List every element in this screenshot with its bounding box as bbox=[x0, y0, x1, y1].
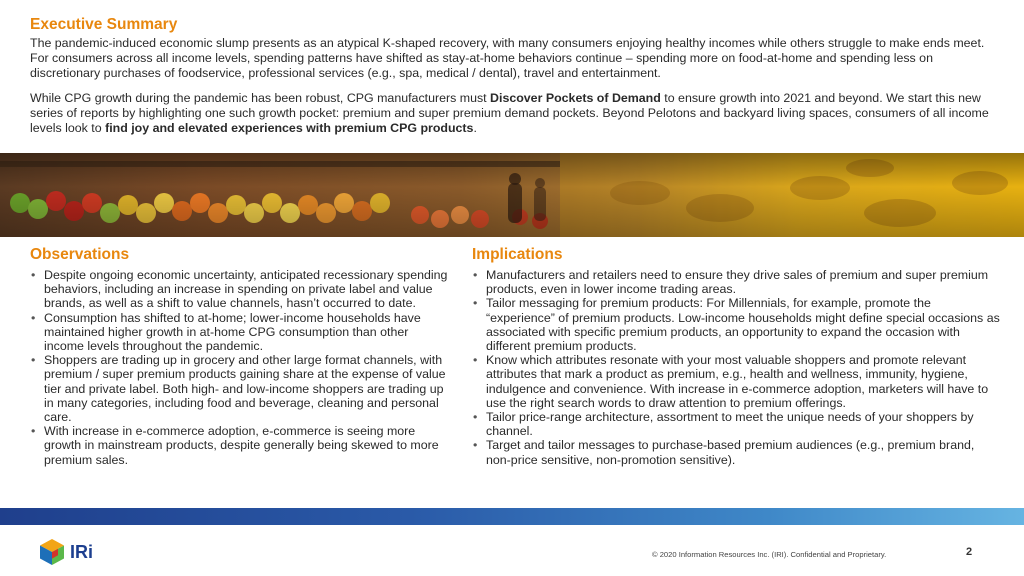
p2-bold-a: Discover Pockets of Demand bbox=[490, 91, 661, 105]
executive-summary-title: Executive Summary bbox=[30, 16, 178, 33]
implications-section bbox=[472, 246, 1002, 467]
iri-logo bbox=[38, 538, 93, 566]
p2-text-b: to ensure growth into 2021 and beyond. We start this new series of reports by highlighting one such growth pocket: premium and super premium demand pockets. Beyond Pelotons and backyard living spaces, consumers of all income levels look to bbox=[30, 91, 989, 135]
page-number: 2 bbox=[966, 546, 973, 558]
banner-shade bbox=[0, 153, 1024, 237]
iri-logo-text: IRi bbox=[70, 541, 94, 562]
iri-cube-icon bbox=[38, 538, 66, 566]
observations-list bbox=[30, 268, 450, 467]
list-item: • Manufacturers and retailers need to ensure they drive sales of premium and super premium products, even in lower income trading areas. bbox=[472, 268, 1002, 296]
executive-summary bbox=[30, 16, 1000, 136]
p2-bold-b: find joy and elevated experiences with premium CPG products bbox=[105, 121, 474, 135]
observations-section bbox=[30, 246, 450, 467]
list-item: • With increase in e-commerce adoption, e-commerce is seeing more growth in mainstream products, despite generally being skewed to more premium sales. bbox=[30, 424, 450, 467]
footer-color-bar bbox=[0, 508, 1024, 525]
summary-paragraph-2 bbox=[30, 91, 1000, 136]
list-item: • Know which attributes resonate with your most valuable shoppers and promote relevant attributes that mark a product as premium, e.g., health and wellness, immunity, hygiene, indulgence and convenience. With increase in e-commerce adoption, marketers will have to use the right search words to draw attention to premium offerings. bbox=[472, 353, 1002, 410]
list-item: • Tailor messaging for premium products: For Millennials, for example, promote the “experience” of premium products. Low-income households might define special occasions as associated with specific premium products, an opportunity to expand the occasion with different premium products. bbox=[472, 296, 1002, 353]
list-item: • Shoppers are trading up in grocery and other large format channels, with premium / super premium products gaining share at the expense of value tier and private label. Both high- and low-income shoppers are trading up in many categories, including food and beverage, cleaning and personal care. bbox=[30, 353, 450, 424]
list-item: • Despite ongoing economic uncertainty, anticipated recessionary spending behaviors, including an increase in spending on private label and value brands, as well as a shift to value channels, hasn’t occurred to date. bbox=[30, 268, 450, 311]
implications-title: Implications bbox=[472, 246, 563, 263]
list-item: • Tailor price-range architecture, assortment to meet the unique needs of your shoppers by channel. bbox=[472, 410, 1002, 438]
implications-list bbox=[472, 268, 1002, 467]
observations-title: Observations bbox=[30, 246, 130, 263]
summary-paragraph-1: The pandemic-induced economic slump presents as an atypical K-shaped recovery, with many consumers enjoying healthy incomes while others struggle to make ends meet. For consumers across all income levels, spending patterns have shifted as stay-at-home behaviors continue – spending more on food-at-home and spending less on discretionary purchases of foodservice, professional services (e.g., spa, medical / dental), travel and entertainment. bbox=[30, 36, 985, 80]
copyright-notice: © 2020 Information Resources Inc. (IRI). Confidential and Proprietary. bbox=[652, 550, 887, 559]
p2-text-c: . bbox=[473, 121, 477, 135]
p2-text-a: While CPG growth during the pandemic has been robust, CPG manufacturers must bbox=[30, 91, 491, 105]
list-item: • Consumption has shifted to at-home; lower-income households have maintained higher growth in at-home CPG consumption than other income levels throughout the pandemic. bbox=[30, 311, 450, 354]
produce-aisle-banner-image bbox=[0, 153, 1024, 237]
list-item: • Target and tailor messages to purchase-based premium audiences (e.g., premium brand, non-price sensitive, non-promotion sensitive). bbox=[472, 438, 1002, 466]
